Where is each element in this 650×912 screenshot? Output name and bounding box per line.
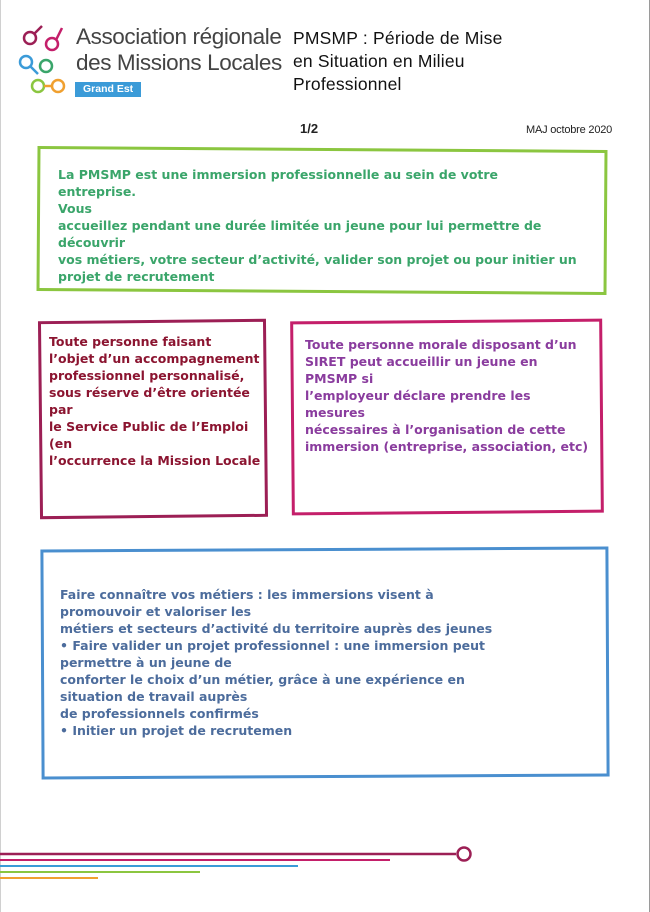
text-line: Vous: [58, 201, 92, 216]
text-line: professionnel personnalisé,: [49, 368, 245, 383]
text-line: Toute personne faisant: [49, 334, 212, 349]
text-line: Faire connaître vos métiers : les immersions visent à: [60, 587, 434, 602]
logo-circles-icon: [14, 18, 74, 102]
text-line: immersion (entreprise, association, etc): [305, 439, 589, 454]
text-line: par: [49, 402, 73, 417]
text-line: • Faire valider un projet professionnel : une immersion peut: [60, 638, 485, 653]
text-line: le Service Public de l’Emploi: [49, 419, 249, 434]
text-line: • Initier un projet de recrutemen: [60, 723, 293, 738]
text-line: l’objet d’un accompagnement: [49, 351, 260, 366]
org-region-badge: Grand Est: [75, 82, 141, 97]
text-line: nécessaires à l’organisation de cette: [305, 422, 566, 437]
text-line: promouvoir et valoriser les: [60, 604, 252, 619]
document-title: [293, 27, 593, 96]
text-line: PMSMP si: [305, 371, 374, 386]
org-name: [76, 24, 282, 76]
host-text: [305, 336, 595, 455]
text-line: projet de recrutement: [58, 269, 215, 284]
text-line: de professionnels confirmés: [60, 706, 259, 721]
text-line: mesures: [305, 405, 365, 420]
definition-text: [58, 166, 578, 285]
text-line: métiers et secteurs d’activité du territoire auprès des jeunes: [60, 621, 493, 636]
title-line-2: en Situation en Milieu: [293, 51, 465, 71]
text-line: vos métiers, votre secteur d’activité, valider son projet ou pour initier un: [58, 252, 577, 267]
text-line: (en: [49, 436, 73, 451]
text-line: permettre à un jeune de: [60, 655, 232, 670]
text-line: situation de travail auprès: [60, 689, 248, 704]
update-note: MAJ octobre 2020: [526, 124, 613, 136]
objectives-text: [60, 586, 580, 739]
text-line: conforter le choix d’un métier, grâce à une expérience en: [60, 672, 465, 687]
text-line: l’occurrence la Mission Locale: [49, 453, 261, 468]
text-line: accueillez pendant une durée limitée un jeune pour lui permettre de: [58, 218, 542, 233]
org-name-line-2: des Missions Locales: [76, 50, 282, 75]
beneficiary-text: [49, 333, 264, 469]
footer-decoration-icon: [0, 840, 480, 885]
title-line-1: PMSMP : Période de Mise: [293, 28, 503, 48]
text-line: SIRET peut accueillir un jeune en: [305, 354, 538, 369]
page-number: 1/2: [300, 121, 319, 136]
text-line: sous réserve d’être orientée: [49, 385, 250, 400]
org-name-line-1: Association régionale: [76, 24, 282, 49]
org-logo: [14, 18, 282, 102]
text-line: Toute personne morale disposant d’un: [305, 337, 577, 352]
text-line: La PMSMP est une immersion professionnelle au sein de votre entreprise.: [58, 167, 499, 199]
title-line-3: Professionnel: [293, 74, 402, 94]
text-line: l’employeur déclare prendre les: [305, 388, 531, 403]
text-line: découvrir: [58, 235, 126, 250]
page-left-edge: [0, 0, 1, 912]
